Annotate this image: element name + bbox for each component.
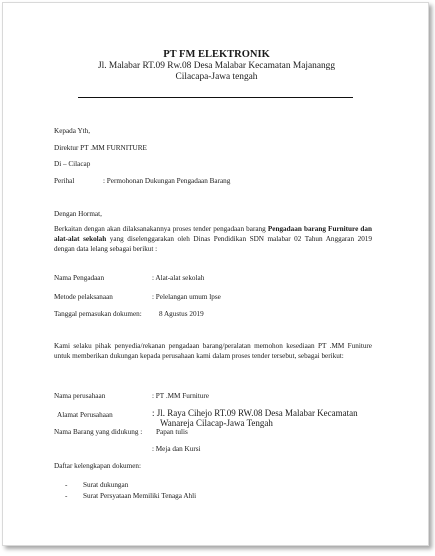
- header-rule: [78, 97, 353, 98]
- recipient-location: Di – Cilacap: [54, 160, 91, 168]
- company-name: PT FM ELEKTRONIK: [163, 49, 270, 60]
- paragraph-intro: [54, 225, 372, 254]
- list-item: - Surat dukungan: [65, 481, 129, 489]
- recipient-greeting: Kepada Yth,: [54, 127, 91, 135]
- subject-label: Perihal: [54, 177, 75, 185]
- procurement-date-label: Tanggal pemasukan dokumen:: [54, 310, 142, 318]
- recipient-name: Direktur PT .MM FURNITURE: [54, 144, 147, 152]
- address-line-1: Jl. Malabar RT.09 Rw.08 Desa Malabar Kecamatan Majanangg: [97, 61, 336, 71]
- paragraph-intro-bold: Pengadaan barang Furniture dan alat-alat sekolah: [54, 225, 372, 243]
- attachments-list: [65, 480, 196, 502]
- procurement-date-value: 8 Agustus 2019: [159, 310, 204, 318]
- company-address-label: Alamat Perusahaan: [57, 411, 113, 419]
- company-address-line-1: : Jl. Raya Cihejo RT.09 RW.08 Desa Malabar Kecamatan: [152, 408, 358, 418]
- company-address-line-2: Wanareja Cilacap-Jawa Tengah: [160, 418, 273, 428]
- list-item: - Surat Persyataan Memiliki Tenaga Ahli: [65, 492, 197, 500]
- procurement-name-value: : Alat-alat sekolah: [152, 274, 205, 282]
- procurement-method-label: Metode pelaksanaan: [54, 293, 113, 301]
- item-1: Papan tulis: [156, 428, 188, 436]
- company-name-value: : PT .MM Furniture: [152, 392, 209, 400]
- paragraph-request: Kami selaku pihak penyedia/rekanan pengadaan barang/peralatan memohon kesediaan PT .MM Funiture untuk memberikan dukungan kepada perusahaan kami dalam proses tender tersebut, sebagai berikut:: [54, 342, 372, 360]
- address-line-2: Cilacapa-Jawa tengah: [175, 72, 258, 82]
- document-page: [2, 2, 429, 546]
- procurement-method-value: : Pelelangan umum lpse: [152, 293, 221, 301]
- item-2: : Meja dan Kursi: [152, 445, 201, 453]
- attachments-title: Daftar kelengkapan dokumen:: [54, 462, 142, 470]
- items-label: Nama Barang yang didukung :: [54, 428, 143, 436]
- salutation: Dengan Hormat,: [54, 210, 102, 218]
- paragraph-intro-start: Berkaitan dengan akan dilaksanakannya proses tender pengadaan barang: [54, 225, 266, 233]
- subject-value: : Permohonan Dukungan Pengadaan Barang: [103, 177, 231, 185]
- company-name-label: Nama perusahaan: [54, 392, 106, 400]
- procurement-name-label: Nama Pengadaan: [54, 274, 105, 282]
- paragraph-intro-end: yang diselenggarakan oleh Dinas Pendidikan SDN malabar 02 Tahun Anggaran 2019 dengan data lelang sebagai berikut :: [54, 234, 372, 253]
